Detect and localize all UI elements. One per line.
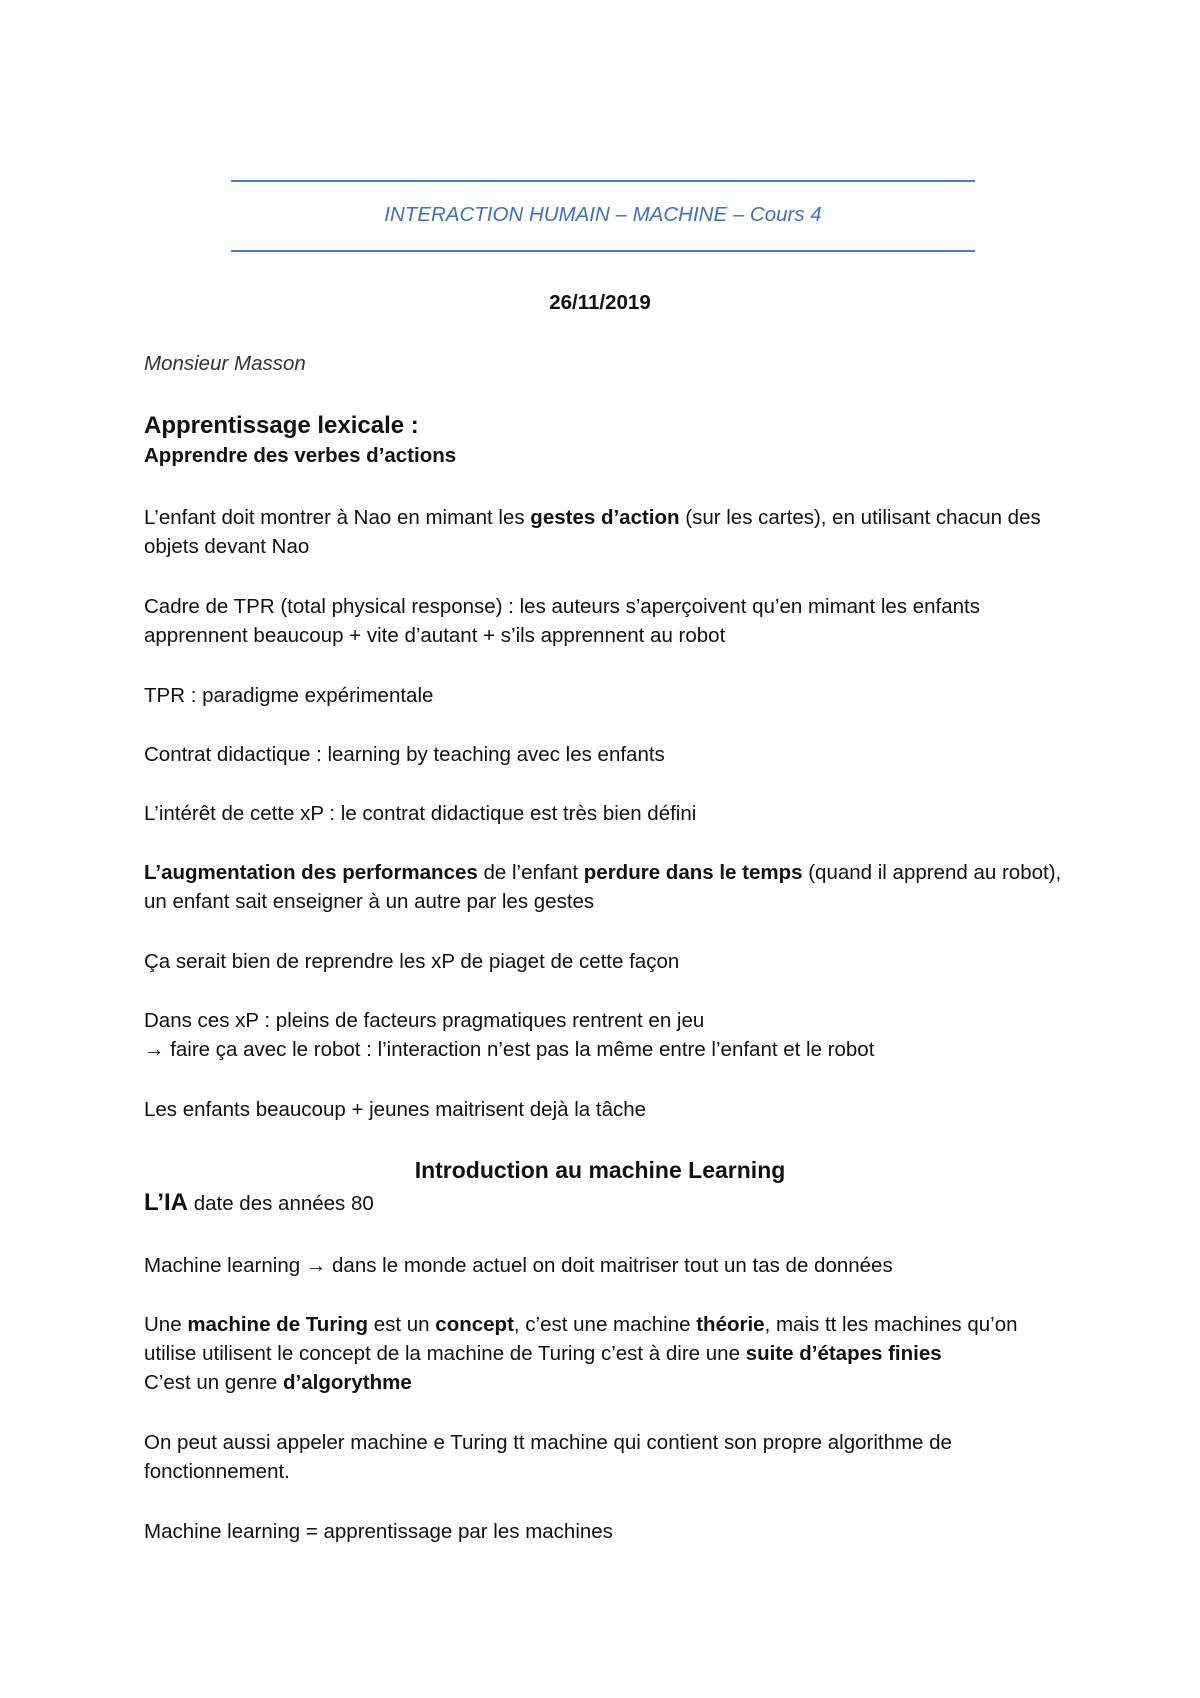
bold-text: suite d’étapes finies xyxy=(745,1342,942,1365)
text: Dans ces xP : pleins de facteurs pragmatiques rentrent en jeu xyxy=(144,1009,705,1032)
document-title: INTERACTION HUMAIN – MACHINE – Cours 4 xyxy=(384,203,822,226)
text: date des années 80 xyxy=(188,1192,374,1215)
text: dans le monde actuel on doit maitriser tout un tas de données xyxy=(326,1254,893,1277)
text: Machine learning xyxy=(144,1254,306,1277)
bold-text: gestes d’action xyxy=(530,506,680,529)
text: (sur les cartes), en utilisant chacun des objets devant Nao xyxy=(144,506,1041,558)
text: Une xyxy=(144,1313,188,1336)
text: (quand il apprend au robot), un enfant sait enseigner à un autre par les gestes xyxy=(144,861,1062,913)
arrow-right-icon: → xyxy=(305,1254,327,1277)
paragraph-ml-definition: Machine learning = apprentissage par les machines xyxy=(144,1520,613,1543)
document-date: 26/11/2019 xyxy=(549,291,651,314)
paragraph-didactic-contract: Contrat didactique : learning by teaching avec les enfants xyxy=(144,743,665,766)
paragraph-machine-learning-data xyxy=(144,1251,1064,1280)
paragraph-piaget: Ça serait bien de reprendre les xP de piaget de cette façon xyxy=(144,950,680,973)
text: , mais tt les machines qu’on utilise utilisent le concept de la machine de Turing c’est à dire une xyxy=(144,1313,1018,1365)
paragraph-young-children: Les enfants beaucoup + jeunes maitrisent dejà la tâche xyxy=(144,1098,647,1121)
section-heading-machine-learning: Introduction au machine Learning xyxy=(414,1157,786,1183)
bold-text: machine de Turing xyxy=(187,1313,369,1336)
paragraph-pragmatic-factors xyxy=(144,1006,1064,1064)
paragraph-nao-gestures xyxy=(144,503,1064,561)
text: C’est un genre xyxy=(144,1371,284,1394)
bold-text: concept xyxy=(435,1313,514,1336)
text: est un xyxy=(368,1313,436,1336)
author: Monsieur Masson xyxy=(144,352,306,375)
section-heading-lexical: Apprentissage lexicale : xyxy=(144,412,419,439)
paragraph-xp-interest: L’intérêt de cette xP : le contrat didactique est très bien défini xyxy=(144,802,697,825)
paragraph-ia-date xyxy=(144,1188,1064,1218)
paragraph-tpr-frame: Cadre de TPR (total physical response) : les auteurs s’aperçoivent qu’en mimant les enfants apprennent beaucoup + vite d’autant + s’ils apprennent au robot xyxy=(144,595,980,647)
paragraph-turing-machine xyxy=(144,1310,1064,1397)
text: faire ça avec le robot : l’interaction n’est pas la même entre l’enfant et le robot xyxy=(164,1038,875,1061)
section-subheading-verbs: Apprendre des verbes d’actions xyxy=(144,444,457,467)
bold-text: L’augmentation des performances xyxy=(144,861,478,884)
header-rule-bottom xyxy=(231,250,975,252)
bold-text: théorie xyxy=(696,1313,765,1336)
text: de l’enfant xyxy=(477,861,584,884)
paragraph-turing-algorithm: On peut aussi appeler machine e Turing tt machine qui contient son propre algorithme de fonctionnement. xyxy=(144,1431,952,1483)
paragraph-performance xyxy=(144,858,1064,916)
paragraph-tpr-paradigm: TPR : paradigme expérimentale xyxy=(144,684,434,707)
bold-text: perdure dans le temps xyxy=(583,861,803,884)
bold-text: d’algorythme xyxy=(283,1371,412,1394)
text: , c’est une machine xyxy=(513,1313,697,1336)
header-rule-top xyxy=(231,180,975,182)
arrow-right-icon: → xyxy=(144,1038,165,1061)
text: L’enfant doit montrer à Nao en mimant les xyxy=(144,506,531,529)
bold-text: L’IA xyxy=(144,1189,189,1216)
